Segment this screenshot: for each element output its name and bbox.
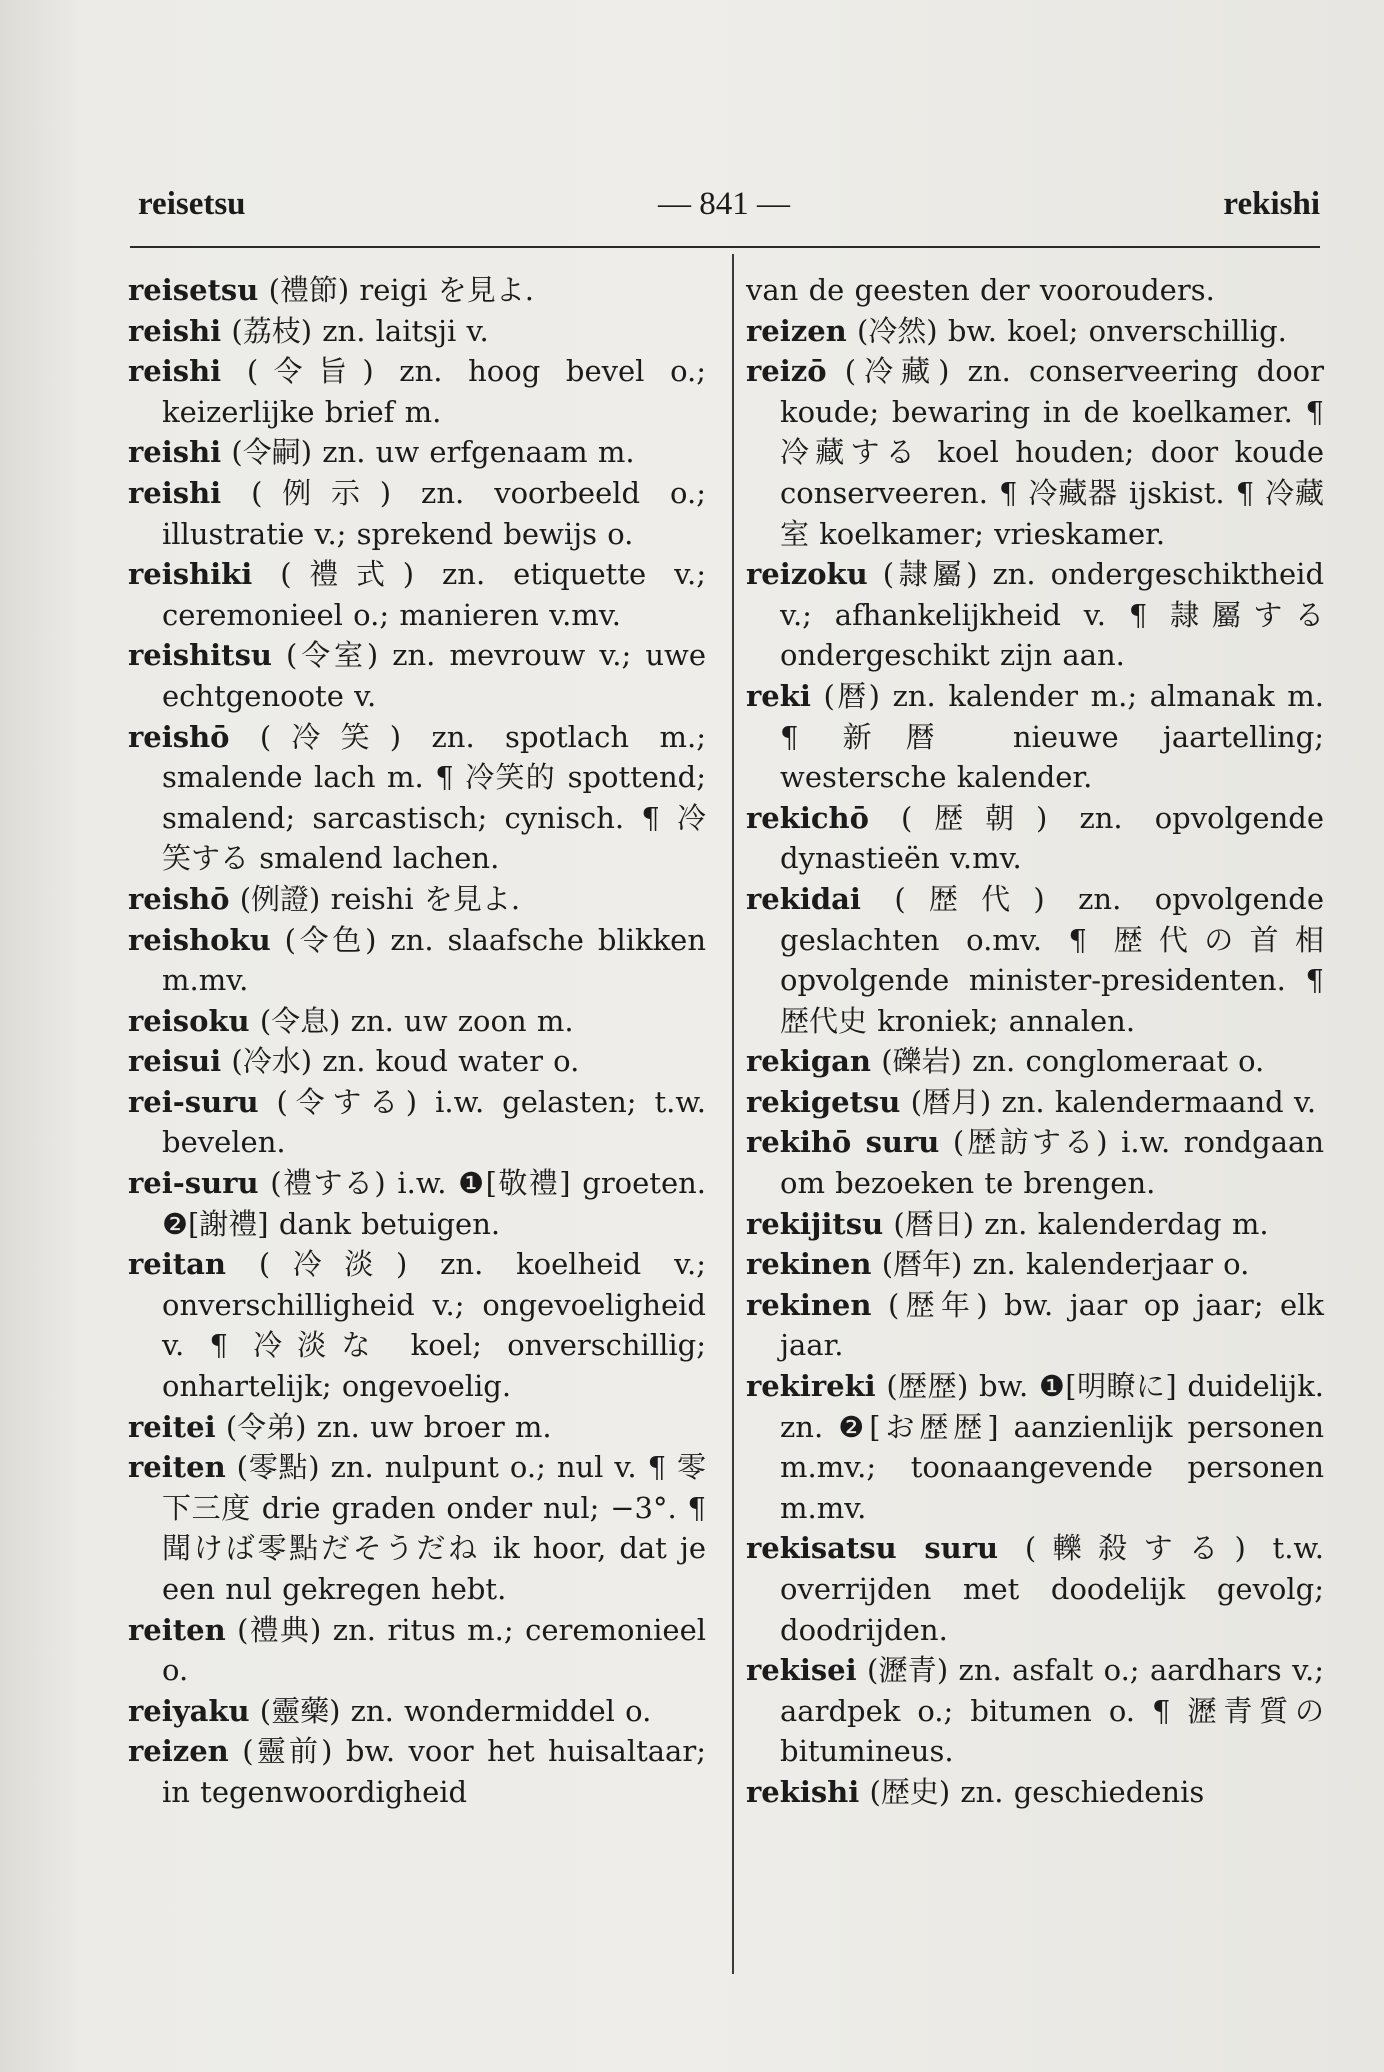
entry-definition: (歴歴) bw. ❶[明瞭に] duidelijk. zn. ❷[お歴歴] aanzienlijk personen m.mv.; toonaangevende personen m.mv.	[780, 1369, 1324, 1525]
dictionary-entry	[746, 1082, 1324, 1123]
entry-definition: (歴年) bw. jaar op jaar; elk jaar.	[780, 1287, 1324, 1363]
entry-definition: (例證) reishi を見よ.	[239, 881, 521, 916]
dictionary-entry	[128, 351, 706, 432]
dictionary-entry	[128, 920, 706, 1001]
entry-headword: reishitsu	[128, 638, 272, 673]
entry-headword: reishiki	[128, 557, 253, 592]
dictionary-entry	[746, 676, 1324, 798]
dictionary-entry	[746, 1122, 1324, 1203]
dictionary-entry	[128, 1407, 706, 1448]
dictionary-entry	[128, 432, 706, 473]
entry-headword: reishi	[128, 435, 222, 470]
entry-definition: (歴史) zn. geschiedenis	[869, 1774, 1205, 1809]
entry-definition: (歴朝) zn. opvolgende dynastieën v.mv.	[780, 800, 1324, 876]
dictionary-entry	[746, 270, 1324, 311]
entry-definition: (令弟) zn. uw broer m.	[225, 1409, 552, 1444]
entry-definition: van de geesten der voorouders.	[746, 273, 1215, 307]
entry-headword: rei-suru	[128, 1084, 259, 1119]
entry-definition: (令息) zn. uw zoon m.	[259, 1003, 574, 1038]
entry-definition: (瀝青) zn. asfalt o.; aardhars v.; aardpek o.; bitumen o. ¶ 瀝青質の bitumineus.	[780, 1653, 1324, 1769]
entry-headword: reizen	[746, 313, 847, 348]
entry-definition: (令旨) zn. hoog bevel o.; keizerlijke brief m.	[162, 354, 707, 429]
entry-headword: rekireki	[746, 1369, 876, 1404]
entry-definition: (禮節) reigi を見よ.	[268, 273, 534, 307]
dictionary-entry	[128, 1082, 706, 1163]
entry-headword: rekidai	[746, 881, 861, 916]
entry-headword: rekijitsu	[746, 1206, 884, 1241]
dictionary-entry	[128, 1163, 706, 1244]
entry-headword: reisoku	[128, 1003, 250, 1038]
entry-headword: rekisei	[746, 1653, 857, 1688]
entry-headword: reishō	[128, 719, 230, 754]
header-first-word: reisetsu	[138, 186, 246, 222]
dictionary-entry	[128, 1691, 706, 1732]
dictionary-entry	[746, 1285, 1324, 1366]
entry-definition: (靈前) bw. voor het huisaltaar; in tegenwoordigheid	[162, 1734, 706, 1809]
entry-definition: (冷然) bw. koel; onverschillig.	[856, 313, 1287, 348]
entry-definition: (禮する) i.w. ❶[敬禮] groeten. ❷[謝禮] dank betuigen.	[162, 1166, 707, 1241]
dictionary-entry	[128, 1731, 706, 1812]
dictionary-entry	[128, 554, 706, 635]
column-divider	[732, 254, 734, 1974]
entry-definition: (暦日) zn. kalenderdag m.	[893, 1206, 1269, 1241]
dictionary-entry	[128, 1041, 706, 1082]
dictionary-entry	[746, 798, 1324, 879]
entry-headword: reizō	[746, 354, 827, 389]
entry-headword: reishi	[128, 354, 222, 389]
dictionary-entry	[128, 1610, 706, 1691]
entry-headword: reishoku	[128, 922, 271, 957]
entry-headword: rekishi	[746, 1774, 860, 1809]
entry-headword: reki	[746, 678, 811, 713]
dictionary-entry	[746, 1366, 1324, 1528]
entry-headword: rekinen	[746, 1287, 872, 1322]
dictionary-entry	[746, 554, 1324, 676]
dictionary-entry	[128, 1001, 706, 1042]
entry-definition: (冷淡) zn. koelheid v.; onverschilligheid v.; ongevoeligheid v. ¶ 冷淡な koel; onverschillig; onhartelijk; ongevoelig.	[162, 1247, 706, 1404]
entry-headword: reiten	[128, 1612, 226, 1647]
entry-headword: rekinen	[746, 1247, 872, 1282]
page-header	[138, 182, 1320, 232]
entry-definition: (令室) zn. mevrouw v.; uwe echtgenoote v.	[162, 638, 707, 713]
dictionary-entry	[746, 1244, 1324, 1285]
dictionary-entry	[128, 879, 706, 920]
entry-headword: reisetsu	[128, 273, 259, 307]
entry-definition: (隷屬) zn. ondergeschiktheid v.; afhankelijkheid v. ¶ 隷屬する ondergeschikt zijn aan.	[780, 557, 1325, 673]
entry-definition: (禮式) zn. etiquette v.; ceremonieel o.; manieren v.mv.	[162, 557, 706, 632]
entry-definition: (暦月) zn. kalendermaand v.	[910, 1084, 1317, 1119]
entry-headword: rekigan	[746, 1044, 871, 1079]
entry-definition: (冷笑) zn. spotlach m.; smalende lach m. ¶ 冷笑的 spottend; smalend; sarcastisch; cynisch. ¶ 冷笑する smalend lachen.	[162, 719, 706, 876]
entry-definition: (荔枝) zn. laitsji v.	[231, 313, 489, 348]
dictionary-entry	[746, 1528, 1324, 1650]
dictionary-entry	[746, 1772, 1324, 1813]
dictionary-entry	[128, 1244, 706, 1406]
right-column	[746, 270, 1324, 1813]
entry-headword: reitei	[128, 1409, 216, 1444]
entry-headword: rekichō	[746, 800, 869, 835]
entry-headword: reizen	[128, 1734, 229, 1769]
entry-definition: (轢殺する) t.w. overrijden met doodelijk gevolg; doodrijden.	[780, 1531, 1325, 1647]
dictionary-entry	[128, 270, 706, 311]
header-rule	[130, 246, 1320, 248]
entry-headword: reitan	[128, 1247, 227, 1282]
entry-headword: reishi	[128, 475, 222, 510]
entry-definition: (例示) zn. voorbeeld o.; illustratie v.; sprekend bewijs o.	[162, 475, 706, 551]
entry-definition: (歴訪する) i.w. rondgaan om bezoeken te brengen.	[780, 1125, 1324, 1201]
entry-definition: (靈藥) zn. wondermiddel o.	[259, 1693, 652, 1728]
entry-headword: reishō	[128, 881, 230, 916]
entry-headword: rekihō suru	[746, 1125, 940, 1160]
dictionary-entry	[746, 1041, 1324, 1082]
dictionary-entry	[746, 879, 1324, 1041]
dictionary-entry	[746, 1650, 1324, 1772]
entry-definition: (冷水) zn. koud water o.	[231, 1044, 580, 1079]
entry-definition: (礫岩) zn. conglomeraat o.	[881, 1044, 1265, 1079]
entry-definition: (冷藏) zn. conserveering door koude; bewaring in de koelkamer. ¶ 冷藏する koel houden; door koude conserveeren. ¶ 冷藏器 ijskist. ¶ 冷藏室 koelkamer; vrieskamer.	[780, 354, 1324, 551]
entry-definition: (禮典) zn. ritus m.; ceremonieel o.	[162, 1612, 707, 1688]
entry-definition: (令する) i.w. gelasten; t.w. bevelen.	[162, 1084, 706, 1160]
entry-headword: rekigetsu	[746, 1084, 901, 1119]
entry-headword: reishi	[128, 313, 222, 348]
header-last-word: rekishi	[1223, 186, 1320, 222]
dictionary-entry	[746, 351, 1324, 554]
entry-headword: reiten	[128, 1450, 226, 1485]
entry-headword: rekisatsu suru	[746, 1531, 999, 1566]
left-column	[128, 270, 706, 1813]
entry-definition: (暦) zn. kalender m.; almanak m. ¶ 新暦 nieuwe jaartelling; westersche kalender.	[780, 678, 1324, 795]
dictionary-entry	[128, 717, 706, 879]
dictionary-entry	[746, 311, 1324, 352]
entry-definition: (暦年) zn. kalenderjaar o.	[881, 1247, 1250, 1282]
dictionary-entry	[128, 635, 706, 716]
dictionary-entry	[746, 1204, 1324, 1245]
dictionary-entry	[128, 1447, 706, 1609]
entry-definition: (令色) zn. slaafsche blikken m.mv.	[162, 922, 706, 998]
entry-definition: (歴代) zn. opvolgende geslachten o.mv. ¶ 歴代の首相 opvolgende minister-presidenten. ¶ 歴代史 kroniek; annalen.	[780, 881, 1325, 1038]
entry-headword: reiyaku	[128, 1693, 250, 1728]
dictionary-entry	[128, 473, 706, 554]
dictionary-entry	[128, 311, 706, 352]
entry-headword: reisui	[128, 1044, 222, 1079]
page-number: — 841 —	[658, 186, 790, 222]
entry-definition: (零點) zn. nulpunt o.; nul v. ¶ 零下三度 drie graden onder nul; −3°. ¶ 聞けば零點だそうだね ik hoor, dat je een nul gekregen hebt.	[162, 1450, 706, 1606]
entry-headword: rei-suru	[128, 1166, 259, 1201]
entry-headword: reizoku	[746, 557, 868, 592]
entry-definition: (令嗣) zn. uw erfgenaam m.	[231, 435, 635, 470]
